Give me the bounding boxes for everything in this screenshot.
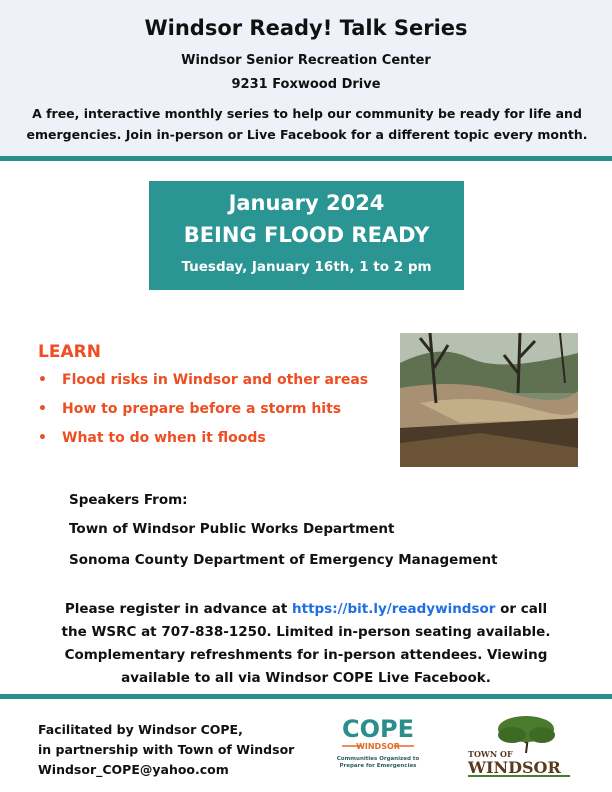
registration-info <box>60 598 552 690</box>
town-small-text: TOWN OF <box>468 749 513 759</box>
venue-name: Windsor Senior Recreation Center <box>181 53 431 68</box>
event-banner <box>149 181 464 290</box>
cope-tagline-2: Prepare for Emergencies <box>339 763 417 769</box>
list-item <box>38 430 368 459</box>
learn-list <box>38 372 368 459</box>
register-text-start: Please register in advance at <box>64 601 292 617</box>
town-of-windsor-logo <box>466 713 574 779</box>
venue-address: 9231 Foxwood Drive <box>231 77 381 92</box>
learn-item-text: What to do when it floods <box>62 430 266 446</box>
town-big-text: WINDSOR <box>468 758 561 777</box>
learn-item-text: How to prepare before a storm hits <box>62 401 342 417</box>
cope-sub: WINDSOR <box>356 742 400 751</box>
list-item <box>38 372 368 401</box>
learn-item-text: Flood risks in Windsor and other areas <box>62 372 369 388</box>
bullet-icon: • <box>38 372 47 388</box>
top-divider <box>0 156 612 161</box>
event-month: January 2024 <box>228 191 385 215</box>
page-title: Windsor Ready! Talk Series <box>144 16 468 40</box>
creek-flood-photo <box>400 333 578 467</box>
learn-heading: LEARN <box>38 342 101 362</box>
event-datetime: Tuesday, January 16th, 1 to 2 pm <box>181 259 432 275</box>
footer-email[interactable]: Windsor_COPE@yahoo.com <box>38 762 229 777</box>
bullet-icon: • <box>38 401 47 417</box>
footer-line-partner: in partnership with Town of Windsor <box>38 742 295 757</box>
cope-tagline-1: Communities Organized to <box>336 756 420 762</box>
register-link[interactable]: https://bit.ly/readywindsor <box>292 601 496 617</box>
list-item <box>38 401 368 430</box>
event-topic: BEING FLOOD READY <box>183 223 430 247</box>
speaker-item: Sonoma County Department of Emergency Management <box>69 552 498 568</box>
cope-logo <box>328 713 428 779</box>
register-text-end: or call the WSRC at 707-838-1250. Limited in-person seating available. Complementary refreshments for in-person attendees. Viewing available to all via Windsor COPE Live Facebook. <box>61 601 551 686</box>
cope-word: COPE <box>342 715 414 743</box>
speaker-item: Town of Windsor Public Works Department <box>69 521 395 537</box>
speakers-heading: Speakers From: <box>69 492 188 508</box>
bottom-divider <box>0 694 612 699</box>
footer-line-facilitator: Facilitated by Windsor COPE, <box>38 722 243 737</box>
bullet-icon: • <box>38 430 47 446</box>
series-description: A free, interactive monthly series to help our community be ready for life and emergencies. Join in-person or Live Facebook for a different topic every month. <box>26 106 588 142</box>
footer-credits <box>38 720 294 780</box>
header <box>0 0 612 158</box>
